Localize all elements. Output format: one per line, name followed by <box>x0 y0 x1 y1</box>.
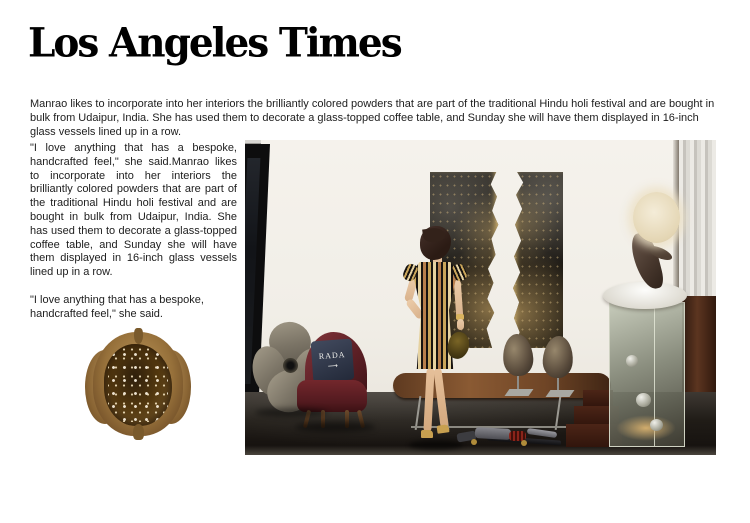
intro-paragraph: Manrao likes to incorporate into her interiors the brilliantly colored powders that are part of the traditional Hindu holi festival and are bought in bulk from Udaipur, India. She has used them to decorate a glass-topped coffee table, and Sunday she will have them displayed in 16-inch glass vessels lined up in a row. <box>30 98 715 138</box>
gold-heel-shoe <box>437 424 450 434</box>
crystal-object <box>626 355 638 367</box>
arrow-icon: ⟶ <box>327 362 339 371</box>
propeller-hub <box>283 358 298 373</box>
silver-shaft <box>527 428 558 438</box>
cabinet-light-glow <box>616 415 676 441</box>
gourd-crystal-dots <box>108 348 168 422</box>
floor-shadow <box>409 440 463 450</box>
interior-photograph <box>245 140 716 455</box>
artwork-panel-right <box>512 172 563 348</box>
artwork-speckles <box>512 172 563 348</box>
hanging-arm <box>454 280 464 318</box>
metal-tool-body <box>475 427 512 440</box>
gold-knob <box>521 440 527 446</box>
prada-pillow <box>311 339 355 383</box>
glass-display-cabinet <box>609 302 685 447</box>
chair-shadow <box>295 422 375 432</box>
chair-seat <box>297 380 367 412</box>
crystal-object <box>650 419 663 431</box>
floor-tool-sculptures <box>457 424 565 452</box>
gourd-stem-top <box>134 328 143 344</box>
la-times-masthead: Los Angeles Times <box>28 19 401 67</box>
leg <box>433 368 448 429</box>
column-paragraph-1: "I love anything that has a bespoke, handcrafted feel," she said.Manrao likes to incorporate into her interiors the brilliantly colored powders that are part of the traditional Hindu holi festival and are bought in bulk from Udaipur, India. She has used them to decorate a glass-topped coffee table, and Sunday she will have them displayed in 16-inch glass vessels lined up in a row. <box>30 142 237 279</box>
gold-heel-shoe <box>421 430 433 438</box>
gourd-vessel-image <box>85 328 191 440</box>
leg <box>423 368 434 432</box>
pillow-brand-text: RADA <box>318 350 346 361</box>
mask-stand-base <box>546 390 575 397</box>
gourd-cavity <box>104 344 172 426</box>
woman-in-sequined-dress <box>403 226 467 450</box>
hand <box>457 319 464 330</box>
article-column <box>30 142 237 322</box>
gourd-stem-bottom <box>133 424 144 440</box>
gold-knob <box>471 439 477 445</box>
propeller-shadow <box>255 408 327 417</box>
crystal-object <box>636 393 651 407</box>
column-paragraph-2: "I love anything that has a bespoke, handcrafted feel," she said. <box>30 293 204 320</box>
feather-pom-sculpture <box>633 192 680 243</box>
mask-stand-base <box>505 389 534 396</box>
white-curtain <box>679 140 716 306</box>
white-basin-pedestal <box>603 282 687 309</box>
